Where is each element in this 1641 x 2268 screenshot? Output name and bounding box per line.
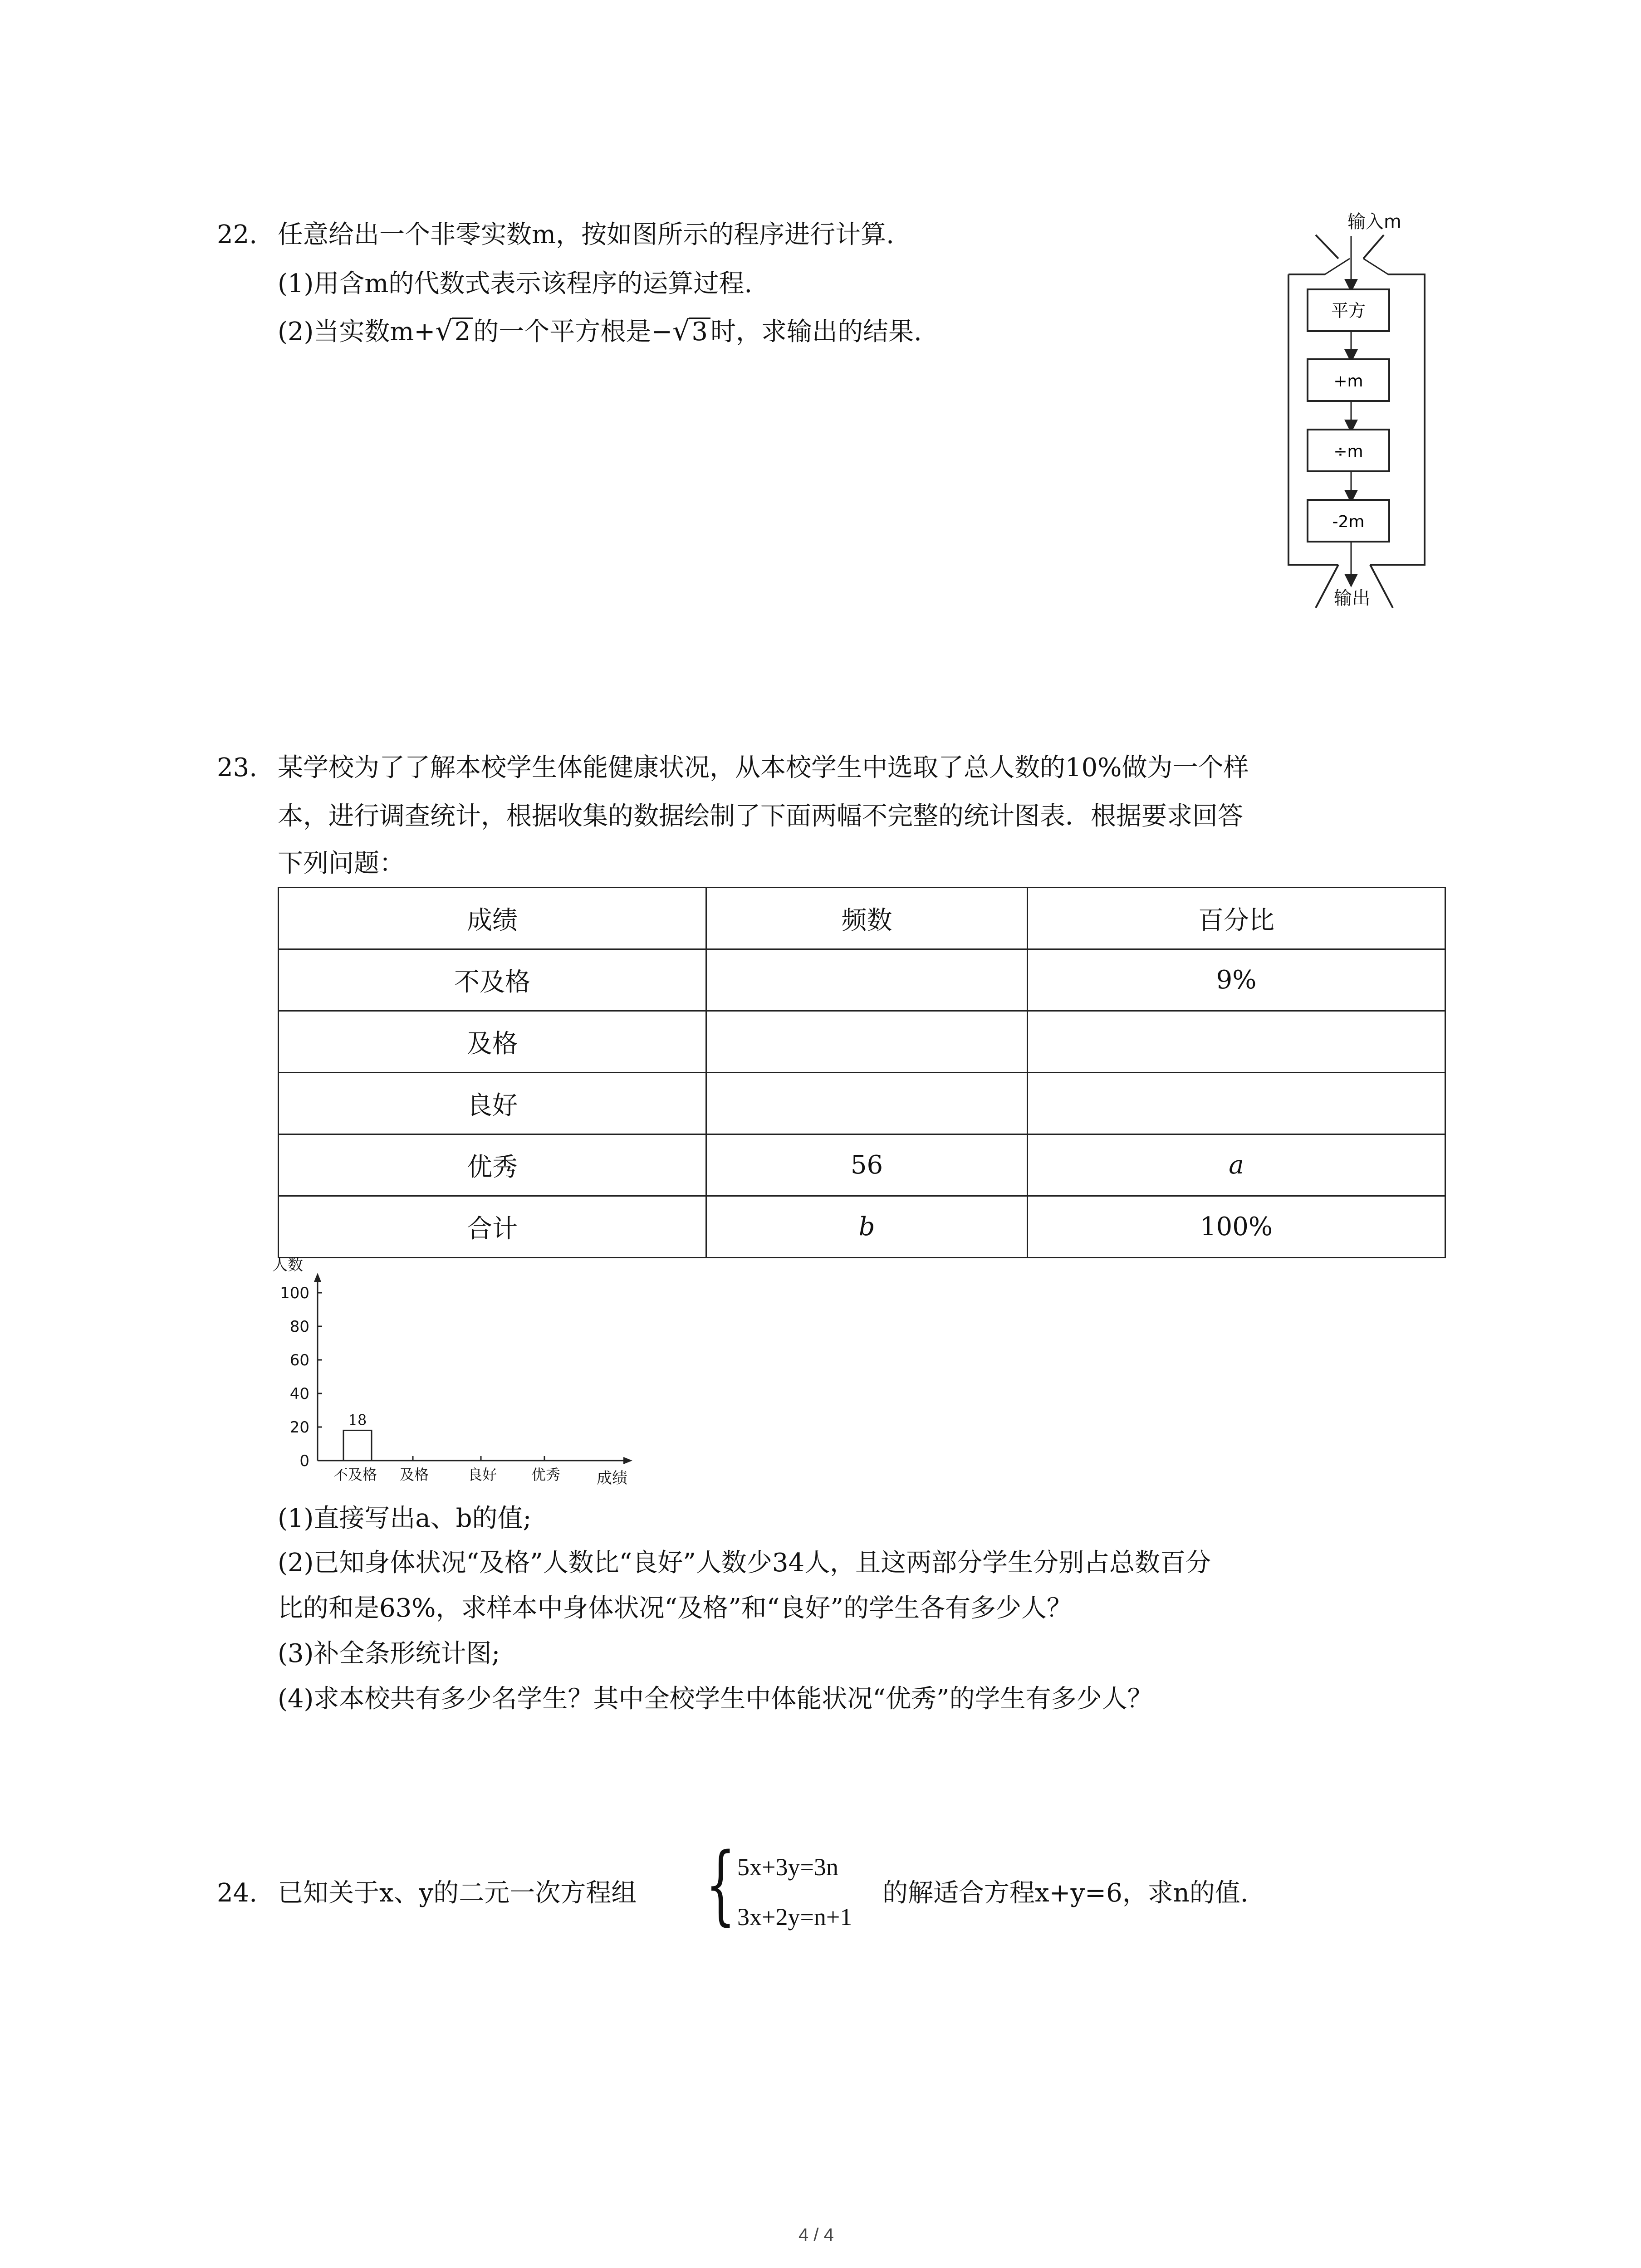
table-row xyxy=(279,1073,1445,1134)
table-header-cell: 百分比 xyxy=(1028,888,1445,949)
table-cell: 9% xyxy=(1028,949,1445,1011)
table-header-cell: 频数 xyxy=(706,888,1028,949)
q23-part2-line2: 比的和是63%，求样本中身体状况“及格”和“良好”的学生各有多少人？ xyxy=(278,1593,1072,1623)
q24-number: 24. xyxy=(217,1878,258,1908)
q23-part3: (3)补全条形统计图; xyxy=(278,1639,500,1668)
y-axis-label: 人数 xyxy=(272,1256,303,1274)
y-tick-label: 40 xyxy=(289,1385,309,1403)
table-cell: a xyxy=(1028,1134,1445,1196)
q24-stem-a: 已知关于x、y的二元一次方程组 xyxy=(278,1878,637,1908)
q22-part2 xyxy=(278,315,922,347)
y-tick-label: 0 xyxy=(299,1452,309,1470)
q22-part2-text-a: (2)当实数m+ xyxy=(278,317,436,347)
table-row xyxy=(279,949,1445,1011)
table-cell: 及格 xyxy=(279,1011,706,1073)
x-axis-arrow xyxy=(623,1457,632,1464)
q22-part1: (1)用含m的代数式表示该程序的运算过程. xyxy=(278,269,753,298)
q24-equation-1: 5x+3y=3n xyxy=(737,1853,838,1881)
q22-sqrt-2: 2 xyxy=(452,318,474,346)
q24-equation-2: 3x+2y=n+1 xyxy=(737,1903,852,1931)
x-tick-label: 优秀 xyxy=(531,1466,561,1483)
table-cell xyxy=(1028,1073,1445,1134)
q23-number: 23. xyxy=(217,753,258,782)
bar-data-label: 18 xyxy=(348,1411,367,1429)
table-cell xyxy=(1028,1011,1445,1073)
flow-step-add-m xyxy=(1308,359,1389,401)
y-tick-label: 60 xyxy=(289,1351,309,1369)
table-cell: 良好 xyxy=(279,1073,706,1134)
table-header-cell: 成绩 xyxy=(279,888,706,949)
table-cell: 优秀 xyxy=(279,1134,706,1196)
flow-step-minus-2m xyxy=(1308,500,1389,542)
flow-step-label: ÷m xyxy=(1333,442,1363,461)
program-flowchart xyxy=(1279,209,1443,617)
page-number: 4 / 4 xyxy=(798,2225,834,2245)
q24-stem-b: 的解适合方程x+y=6，求n的值. xyxy=(882,1878,1249,1908)
flow-step-label: +m xyxy=(1333,372,1363,391)
q23-part1: (1)直接写出a、b的值; xyxy=(278,1504,532,1533)
table-row xyxy=(279,1196,1445,1258)
table-cell: b xyxy=(706,1196,1028,1258)
x-tick-label: 不及格 xyxy=(333,1466,377,1483)
table-header-row xyxy=(279,888,1445,949)
flow-output-label: 输出 xyxy=(1334,588,1370,609)
q22-number: 22. xyxy=(217,220,258,249)
flow-step-square xyxy=(1308,289,1389,331)
y-tick-label: 80 xyxy=(289,1318,309,1336)
q22-stem: 任意给出一个非零实数m，按如图所示的程序进行计算. xyxy=(278,220,894,249)
q23-part2-line1: (2)已知身体状况“及格”人数比“良好”人数少34人，且这两部分学生分别占总数百分 xyxy=(278,1548,1211,1578)
x-tick-label: 及格 xyxy=(399,1466,429,1483)
table-row xyxy=(279,1134,1445,1196)
sqrt-sign: √ xyxy=(435,315,453,347)
y-axis-arrow xyxy=(314,1273,321,1282)
flow-step-divide-m xyxy=(1308,430,1389,471)
table-cell: 合计 xyxy=(279,1196,706,1258)
q22-part2-text-c: 时，求输出的结果. xyxy=(710,317,922,347)
table-cell: 100% xyxy=(1028,1196,1445,1258)
q23-line3: 下列问题： xyxy=(278,849,405,878)
bar-chart xyxy=(268,1252,662,1497)
sqrt-sign: √ xyxy=(672,315,690,347)
q23-line1: 某学校为了了解本校学生体能健康状况，从本校学生中选取了总人数的10%做为一个样 xyxy=(278,753,1249,782)
table-cell: 56 xyxy=(706,1134,1028,1196)
q23-part4: (4)求本校共有多少名学生？其中全校学生中体能状况“优秀”的学生有多少人？ xyxy=(278,1684,1153,1714)
q22-sqrt-3: 3 xyxy=(689,318,710,346)
bar xyxy=(343,1430,372,1461)
flow-step-label: 平方 xyxy=(1331,301,1366,321)
table-cell xyxy=(706,1011,1028,1073)
x-tick-label: 良好 xyxy=(467,1466,497,1483)
q23-line2: 本，进行调查统计，根据收集的数据绘制了下面两幅不完整的统计图表．根据要求回答 xyxy=(278,802,1243,831)
grade-frequency-table xyxy=(278,887,1446,1258)
table-cell xyxy=(706,949,1028,1011)
x-axis-label: 成绩 xyxy=(597,1469,627,1487)
table-cell: 不及格 xyxy=(279,949,706,1011)
q22-part2-text-b: 的一个平方根是− xyxy=(473,317,673,347)
y-tick-label: 100 xyxy=(280,1284,309,1302)
flow-input-label: 输入m xyxy=(1347,211,1401,232)
equation-system-brace: { xyxy=(705,1834,736,1935)
y-tick-label: 20 xyxy=(289,1418,309,1437)
table-row xyxy=(279,1011,1445,1073)
flow-step-label: -2m xyxy=(1332,513,1365,531)
table-cell xyxy=(706,1073,1028,1134)
